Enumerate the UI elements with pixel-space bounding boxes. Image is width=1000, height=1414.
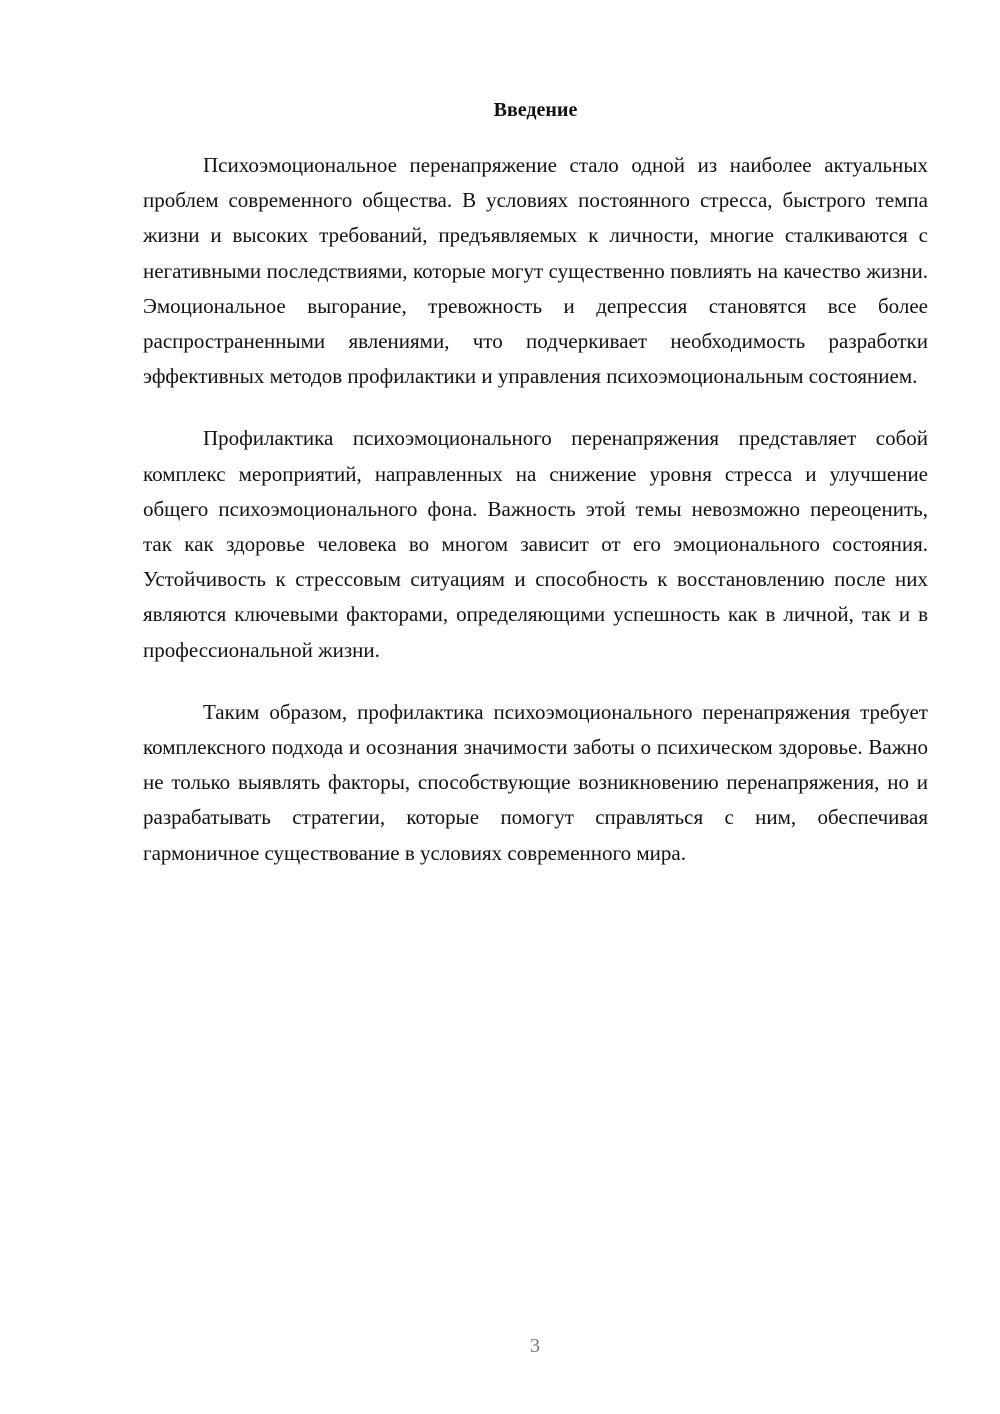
paragraph-intro: Психоэмоциональное перенапряжение стало одной из наиболее актуальных проблем современного общества. В условиях постоянного стресса, быстрого темпа жизни и высоких требований, предъявляемых к личности, многие сталкиваются с негативными последствиями, которые могут существенно повлиять на качество жизни. Эмоциональное выгорание, тревожность и депрессия становятся все более распространенными явлениями, что подчеркивает необходимость разработки эффективных методов профилактики и управления психоэмоциональным состоянием. xyxy=(143,153,928,389)
page-content xyxy=(143,92,928,898)
paragraph-conclusion: Таким образом, профилактика психоэмоционального перенапряжения требует комплексного подхода и осознания значимости заботы о психическом здоровье. Важно не только выявлять факторы, способствующие возникновению перенапряжения, но и разрабатывать стратегии, которые помогут справляться с ним, обеспечивая гармоничное существование в условиях современного мира. xyxy=(143,699,928,865)
paragraph-prevention: Профилактика психоэмоционального перенапряжения представляет собой комплекс мероприятий, направленных на снижение уровня стресса и улучшение общего психоэмоционального фона. Важность этой темы невозможно переоценить, так как здоровье человека во многом зависит от его эмоционального состояния. Устойчивость к стрессовым ситуациям и способность к восстановлению после них являются ключевыми факторами, определяющими успешность как в личной, так и в профессиональной жизни. xyxy=(143,426,928,662)
page-number: 3 xyxy=(530,1335,540,1357)
section-heading: Введение xyxy=(493,99,578,121)
